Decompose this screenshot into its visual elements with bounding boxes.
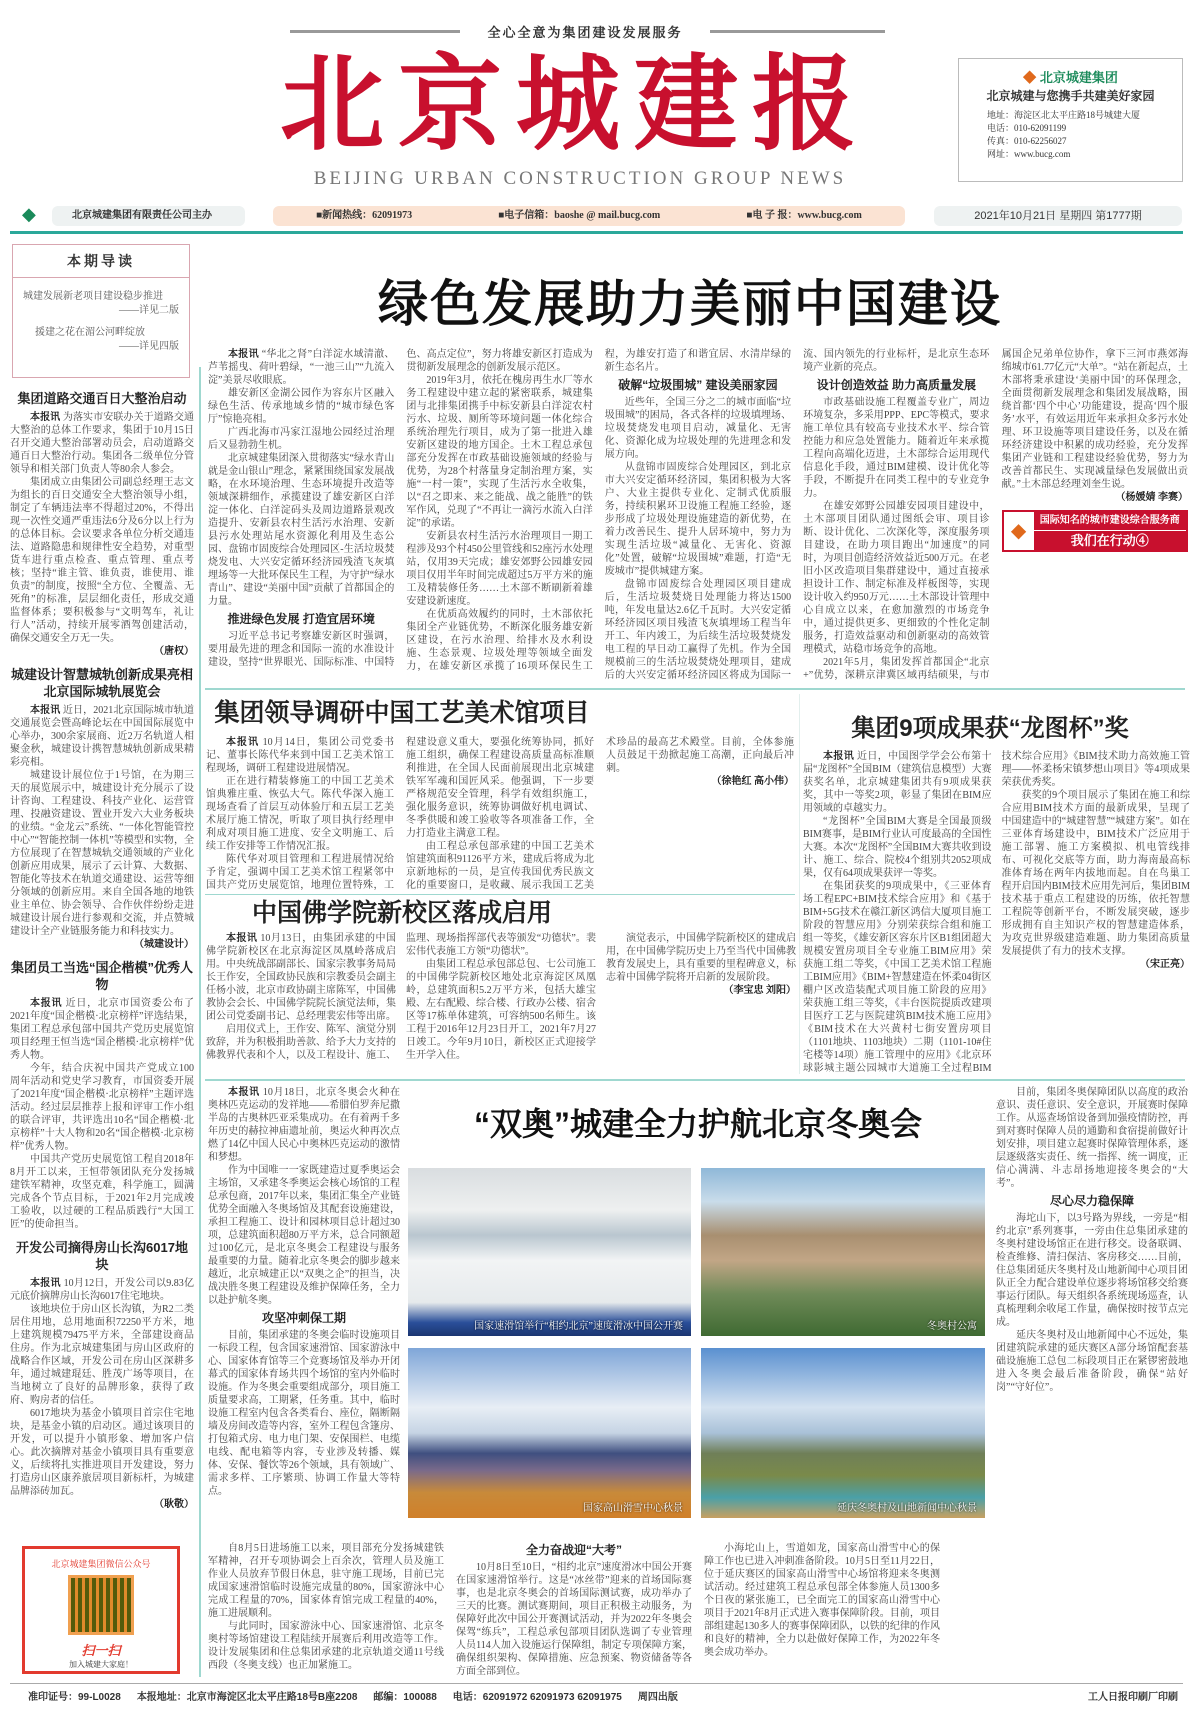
lead-story-body: 本报讯 “华北之肾”白洋淀水域清澈、芦苇摇曳、荷叶碧绿，“一池三山”“九流入淀”美景尽收眼底。 雄安新区金湖公园作为容东片区融入绿色生活、传承地域乡情的“城市绿色客厅”惊艳亮相。 广西北海市冯家江湿地公园经过治理后又显勃勃生机。 北京城建集团深入贯彻落实“绿水青山就是金山银山”理念，紧紧围绕国家发展战略，在水环境治理、生态环境提升改造等领域深耕细作，承揽建设了雄安新区白洋淀一体化、白洋淀码头及周边道路景观改造提升、安新县农村生活污水治理、安新县污水处理站尾水资源化利用及生态公园、盘锦市固废综合处理园区-生活垃圾焚烧发电、大兴安定循环经济园残渣飞灰填埋场等一大批环保民生工程，为守护“绿水青山”、建设“美丽中国”贡献了首都国企的力量。 推进绿色发展 打造宜居环境 习近平总书记考察雄安新区时强调，要用最先进的理念和国际一流的水准设计建设，坚持“世界眼光、国际标准、中国特色、高点定位”，努力将雄安新区打造成为贯彻新发展理念的创新发展示范区。 2019年3月，依托在槐房再生水厂等水务工程建设中建立起的紧密联系，城建集团与北排集团携手中标安新县白洋淀农村污水、垃圾、厕所等环境问题一体化综合系统治理先行项目，成为了第一批进入雄安新区建设的地方国企。土木工程总承包部充分发挥在市政基础设施领域的经验与优势，为28个村落量身定制治理方案，实施“一村一策”，实现了生活污水全收集，以“召之即来、来之能战、战之能胜”的铁军作风，兑现了“不再让一滴污水流入白洋淀”的承诺。 安新县农村生活污水治理项目一期工程涉及93个村450公里管线和52座污水处理站，仅用39天完成；雄安郊野公园雄安园项目仅用半年时间完成超过5万平方米的施工及精装修任务……土木部不断刷新着雄安建设新速度。 在优质高效履约的同时，土木部依托集团全产业链优势，不断深化服务雄安新区建设，在污水治理、给排水及水利设施、生态景观、垃圾处理等领域全面发力，在雄安新区承揽了16项环保民生工程，为雄安打造了和谐宜居、水清岸绿的新生态名片。 破解“垃圾围城” 建设美丽家园 近些年，全国三分之二的城市面临“垃圾围城”的困局，各式各样的垃圾填埋场、垃圾焚烧发电项目启动，减量化、无害化、资源化成为垃圾处理的先进理念和发展方向。 从盘锦市固废综合处理园区，到北京市大兴安定循环经济园，集团积极为大客户、大业主提供专业化、定制式优质服务，持续积累环卫设施工程施工经验，逐步形成了垃圾处理设施建造的新优势，在着力改善民生、提升人居环境中，努力为实现生活垃圾“减量化、无害化、资源化”处置，破解“垃圾围城”难题，打造“无废城市”提供城建方案。 盘锦市固废综合处理园区项目建成后，生活垃圾焚烧日处理能力将达1500吨，年发电量达2.6亿千瓦时。大兴安定循环经济园区项目残渣飞灰填埋场工程当年开工、年内竣工，为后续生活垃圾焚烧发电工程的早日动工赢得了先机。作为全国规模前三的生活垃圾焚烧处理项目，建成后的大兴安定循环经济园区将成为国际一流、国内领先的行业标杆，是北京生态环境产业新的亮点。 设计创造效益 助力高质量发展 市政基础设施工程覆盖专业广，周边环境复杂，多采用PPP、EPC等模式，要求施工单位具有较高专业技术水平、综合管控能力和应急处置能力。随着近年来承揽工程向高端化迈进，土木部综合运用现代信息化手段，通过BIM建模、设计优化等手段，不断提升在同类工程中的专业竞争力。 在雄安郊野公园雄安园项目建设中，土木部项目团队通过图纸会审、项目诊断、设计优化、二次深化等，深度服务项目建设，在助力项目跑出“加速度”的同时，为项目创造经济效益近500万元。在老旧小区改造项目集群建设中，通过直接承担设计工作、制定标准及样板图等，实现设计收入约950万元……土木部设计管理中心自成立以来，在愈加激烈的市场竞争中，通过提供更多、更细致的个性化定制服务，打造效益驱动和创新驱动的高效管理模式，站稳市场竞争的高地。 2021年5月，集团发挥首都国企“北京+”优势，深耕京津冀区域再结硕果，与市属国企兄弟单位协作，拿下三河市燕郊海绵城市61.77亿元“大单”。“站在新起点，土木部将秉承建设‘美丽中国’的环保理念，全面贯彻新发展理念和集团发展战略，围绕首都‘四个中心’功能建设，提高‘四个服务’水平，有效运用近年来承担众多污水处理、环卫设施等项目建设任务，以及在循环经济建设中积累的成功经验，充分发挥集团产业链和工程建设经验优势，努力为改善首都民生、实现减量绿色发展做出贡献。”土木部总经理刘奎生说。 （杨媛婧 李赛） ◆ 国际知名的城市建设综合服务商 我们在行动④ [208,349,1188,681]
olympics-right-column: 目前，集团冬奥保障团队以高度的政治意识、责任意识、安全意识，开展赛时保障工作。从巡查场馆设备到加强疫情防控，再到对赛时保障人员的通勤和食宿提前做好计划安排，项目建立起赛时保障管理体系，逐层逐级落实责任、统一指挥、统一调度，正信心满满、斗志昂扬地迎接冬奥会的“大考”。 尽心尽力稳保障 海坨山下，以3号路为界线，一旁是“相约北京”系列赛事，一旁由住总集团承建的冬奥村建设场馆正在进行移交。设备联调、检查维修、清扫保洁、客房移交……目前，住总集团延庆冬奥村及山地新闻中心项目团队正全力配合建设单位逐步将场馆移交给赛事运行团队。每天组织各系统现场巡查，认真梳理剩余收尾工作量，确保按时按节点完成。 延庆冬奥村及山地新闻中心不远处，集团建筑院承建的延庆赛区A部分场馆配套基础设施施工总包二标段项目正在紧锣密鼓地进入冬奥会最后准备阶段，确保“站好岗”“守好位”。 [996,1087,1188,1393]
footer [28,1688,1178,1703]
guide-item[interactable]: 援建之花在湄公河畔绽放 [35,327,145,338]
article-headline: 开发公司摘得房山长沟6017地块 [16,1240,188,1272]
qr-code-icon [68,1575,134,1635]
craft-body: 本报讯 10月14日，集团公司党委书记、董事长陈代华来到中国工艺美术馆工程现场，调研工程建设进展情况。 正在进行精装修施工的中国工艺美术馆典雅庄重、恢弘大气。陈代华深入施工现场查看了首层互动体验厅和五层工艺美术展厅施工情况，听取了项目执行经理申利成对项目施工进度、安全文明施工、后续工作安排等工作情况汇报。 陈代华对项目管理和工程进展情况给予肯定，强调中国工艺美术馆工程紧邻中国共产党历史展览馆，地理位置特殊，工程建设意义重大，要强化统筹协同，抓好施工组织，确保工程建设高质量高标准顺利推进，在全国人民面前展现出北京城建铁军军魂和国匠风采。他强调，下一步要严格规范安全管理，科学有效组织施工，强化服务意识，统筹协调做好机电调试、冬季供暖和竣工验收等各项准备工作，全力打造业主满意工程。 由工程总承包部承建的中国工艺美术馆建筑面积91126平方米，建成后将成为北京新地标的一员，是宣传我国优秀民族文化的重要窗口，是收藏、展示我国工艺美术珍品的最高艺术殿堂。目前，全体参施人员鼓足干劲掀起施工高潮，正向最后冲刺。 （徐艳红 高小伟） [206,737,794,891]
olympics-headline: “双奥”城建全力护航北京冬奥会 [473,1106,922,1142]
ad-website[interactable]: 网址：www.bucg.com [987,149,1071,159]
ad-fax: 传真：010-62256027 [987,136,1067,146]
masthead-slogan: 全心全意为集团建设发展服务 [487,25,683,40]
article-headline: 集团道路交通百日大整治启动 [17,391,187,406]
infobar-logo-icon: ◆ [22,204,36,224]
olympics-bottom-columns: 自8月5日进场施工以来，项目部充分发扬城建铁军精神，召开专项协调会上百余次，管理人员及施工作业人员放弃节假日休息，驻守施工现场，目前已完成国家速滑馆临时设施完成量的80%，国家游泳中心完成工程量的70%，国家体育馆完成工程量的40%，施工进展顺利。 与此同时，国家游泳中心、国家速滑馆、北京冬奥村等场馆建设工程陆续开展赛后利用改造等工作。设计发展集团和住总集团承建的北京轨道交通11号线西段（冬奥支线）也正加紧施工。 全力奋战迎“大考” 10月8日至10日，“相约北京”速度滑冰中国公开赛在国家速滑馆举行。这是“冰丝带”迎来的首场国际赛事，也是北京冬奥会的首场国际测试赛，成功举办了三天的比赛。测试赛期间，项目正积极主动服务，为保障好此次中国公开赛测试活动，并为2022年冬奥会保驾“练兵”，工程总承包部项目团队选调了专业管理人员114人加入设施运行保障组，制定专项保障方案，确保组织架构、保障措施、应急预案、物资储备等各方面全部到位。 小海坨山上，雪道如龙，国家高山滑雪中心的保障工作也已进入冲刺准备阶段。10月5日至11月22日，位于延庆赛区的国家高山滑雪中心场馆将迎来冬奥测试活动。经过建筑工程总承包部全体参施人员1300多个日夜的紧张施工，已全面完工的国家高山滑雪中心项目于2021年8月正式进入赛事保障阶段。目前，项目部组建起130多人的赛事保障团队，以铁的纪律的作风和良好的精神，全力以赴做好保障工作，为2022年冬奥会成功举办。 [208,1543,940,1677]
photo-caption: 延庆冬奥村及山地新闻中心秋景 [837,1503,977,1514]
banner-logo-icon: ◆ [1010,520,1027,542]
photo-caption: 冬奥村公寓 [927,1321,977,1332]
guide-title: 本期导读 [13,245,189,278]
qr-title: 北京城建集团微信公众号 [51,1559,151,1569]
guide-box [12,244,190,378]
footer-rule [10,1683,1183,1684]
bim-body: 本报讯 近日，中国图学学会公布第十届“龙图杯”全国BIM（建筑信息模型）大赛获奖名单，北京城建集团共有9项成果获奖，其中一等奖2项，彰显了集团在BIM应用领域的卓越实力。 “龙图杯”全国BIM大赛是全国最顶级BIM赛事，是BIM行业认可度最高的全国性大赛。本次“龙图杯”全国BIM大赛共收到设计、施工、综合、院校4个组别共2052项成果，仅有64项成果获评一等奖。 在集团获奖的9项成果中，《三亚体育场工程EPC+BIM技术综合应用》和《基于BIM+5G技术在赣江新区鸿信大厦项目施工阶段的智慧应用》分别荣获综合组和施工组一等奖，《雄安新区容东片区B1组团超大规模安置房项目全专业施工BIM应用》荣获施工组二等奖，《中国工艺美术馆工程施工BIM应用》《BIM+智慧建造在怀柔04街区棚户区改造装配式项目施工阶段的应用》荣获施工组三等奖，《丰台医院提质改建项目医疗工艺与医院建筑BIM技术施工应用》《BIM技术在大兴黄村七街安置房项目（1101地块、1103地块）二期（1101-10#住宅楼等14项）施工管理中的应用》《北京环球影城主题公园城市大道施工全过程BIM技术综合应用》《BIM技术助力高效施工管理——怀柔杨宋镇梦想山项目》等4项成果荣获优秀奖。 获奖的9个项目展示了集团在施工和综合应用BIM技术方面的最新成果，呈现了中国建造中的“城建智慧”“城建方案”。如在三亚体育场建设中，BIM技术广泛应用于施工部署、施工方案模拟、机电管线排布、可视化交底等方面，助力海南最高标准体育场在两年内拔地而起。自在鸟巢工程开启国内BIM技术应用先河后，集团BIM技术基于重点工程建设的历练，依托智慧工程院等创新平台，不断发展突破，逐步形成拥有自主知识产权的智慧建造体系，为攻克世界级建造难题、助力集团高质量发展提供了有力的技术支撑。 （宋正亮） [803,751,1190,1074]
article-land-parcel: 开发公司摘得房山长沟6017地块 本报讯 10月12日，开发公司以9.83亿元底价摘牌房山长沟6017住宅地块。 该地块位于房山区长沟镇，为R2二类居住用地，总用地面积72250平方米，地上建筑规模79475平方米，全部建设商品住房。作为北京城建集团与房山区政府的战略合作区域，开发公司在房山区深耕多年，通过城建琨廷、胜茂广场等项目，在当地树立了良好的品牌形象，获得了政府、购房者的信任。 6017地块为基金小镇项目首宗住宅地块，是基金小镇的启动区。通过该项目的开发，可以提升小镇形象、增加客户信心。此次摘牌对基金小镇项目具有重要意义，后续将扎实推进项目开发建设，努力打造房山区康养旅居项目新标杆，为城建品牌添砖加瓦。 （耿敬） [10,1240,195,1510]
ad-tagline: 北京城建与您携手共建美好家园 [986,89,1155,103]
footer-schedule: 周四出版 [637,1692,678,1703]
subheading: 攻坚冲刺保工期 [261,1311,346,1325]
column-divider [199,367,201,1677]
slogan-rule-right [710,30,885,33]
subheading: 推进绿色发展 打造宜居环境 [227,612,375,626]
newspaper-title: 北京城建报 [279,48,870,163]
qr-join-label: 加入城建大家庭！ [69,1660,133,1669]
article-traffic: 集团道路交通百日大整治启动 本报讯 为落实市安联办关于道路交通大整治的总体工作要求，集团于10月15日召开交通大整治部署动员会，启动道路交通百日大整治行动。集团各二级单位分管领导和相关部门负责人等80余人参会。 集团成立由集团公司副总经理王志文为组长的百日交通安全大整治领导小组，制定了车辆违法率不得超过20%，不得出现一次性交通严重违法6分及6分以上行为的总体目标。会议要求各单位分析交通违法、道路隐患和规律性安全趋势，对重型货车进行重点检查、重点管理、重点考核；坚持“谁主管、谁负责，谁使用、谁负责”的制度，按照“全方位、全覆盖、无死角”的标准，层层细化责任，形成交通监督体系；要积极参与“文明驾车，礼让行人”活动，持续开展零酒驾创建活动，确保交通安全万无一失。 （唐权） [10,391,194,657]
logo-icon: ◆ [1023,70,1037,85]
banner-line2: 我们在行动④ [1070,533,1149,548]
newspaper-english-title: BEIJING URBAN CONSTRUCTION GROUP NEWS [313,168,847,189]
article-headline: 城建设计智慧城轨创新成果亮相北京国际城轨展览会 [10,667,193,699]
left-articles [10,390,194,1540]
infobar-contacts [273,206,905,226]
ad-address: 地址：海淀区北太平庄路18号城建大厦 [987,110,1141,120]
footer-address: 本报地址：北京市海淀区北太平庄路18号B座2208 [136,1692,358,1703]
footer-license: 准印证号：99-L0028 [28,1692,121,1703]
subheading: 设计创造效益 助力高质量发展 [816,378,977,392]
photo-speed-skating [408,1168,691,1336]
subheading: 全力奋战迎“大考” [525,1543,622,1557]
footer-phone: 电话：62091972 62091973 62091975 [452,1692,622,1703]
banner-line1: 国际知名的城市建设综合服务商 [1034,512,1186,531]
article-rail-expo: 城建设计智慧城轨创新成果亮相北京国际城轨展览会 本报讯 近日，2021北京国际城市轨道交通展览会暨高峰论坛在中国国际展览中心举办，300余家展商、近2万名轨道人相聚金秋，城建设计携智慧城轨创新成果精彩亮相。 城建设计展位位于1号馆，在为期三天的展览展示中，城建设计充分展示了设计咨询、工程建设、科技产业化、运营管理、投融资建设、置业开发六大业务板块的业绩。“金龙云”系统、“一体化智能管控中心”“智能控制一体机”等模型和实物，全方位展现了在智慧城轨交通领域的产业化创新应用成果，展示了云计算、大数据、智能化等技术在轨道交通建设、运营等细分领域的创新应用。来自全国各地的地铁业主单位、协会领导、合作伙伴纷纷走进城建设计展台进行参观和交流，并点赞城建设计全产业链服务能力和科技实力。 （城建设计） [10,667,195,950]
photo-olympic-village [701,1168,985,1336]
article-headline: 集团员工当选“国企楷模”优秀人物 [10,960,193,992]
epaper-link[interactable]: ■电 子 报：www.bucg.com [746,210,862,221]
qr-box[interactable] [22,1546,180,1674]
photo-yanqing-village [701,1348,985,1518]
craft-headline: 集团领导调研中国工艺美术馆项目 [214,699,590,727]
qr-scan-label: 扫一扫 [81,1643,121,1658]
olympics-left-column: 本报讯 10月18日，北京冬奥会火种在奥林匹克运动的发祥地——希腊伯罗奔尼撒半岛的古奥林匹亚采集成功。在有着两千多年历史的赫拉神庙遗址前，奥运火种再次点燃了14亿中国人民心中奥林匹克运动的激情和梦想。 作为中国唯一一家既建造过夏季奥运会主场馆，又承建冬季奥运会核心场馆的工程总承包商，2017年以来，集团汇集全产业链优势全面融入冬奥场馆及其配套设施建设，承担工程施工、设计和园林项目总计超过30项，总建筑面积超80万平方米，总合同额超过100亿元，是北京冬奥会工程建设与服务最重要的力量。随着北京冬奥会的脚步越来越近，北京城建正以“双奥之企”的担当，决战决胜冬奥工程建设及维护保障任务，全力以赴护航冬奥。 攻坚冲刺保工期 目前，集团承建的冬奥会临时设施项目一标段工程，包含国家速滑馆、国家游泳中心、国家体育馆等三个竞赛场馆及举办开闭幕式的国家体育场共四个场馆的室内外临时设施。作为冬奥会重要组成部分，项目施工质量要求高，工期紧，任务重。其中，临时设施工程室内包含各类看台、座位，隔断隔墙及房间改造等内容，室外工程包含篷房、打包箱式房、电力电门架、安保围栏、电缆电线、配电箱等内容，专业涉及转播、媒体、安保、餐饮等26个领域，具有领域广、需求多样、工序繁琐、协调工作量大等特点。 [208,1087,400,1497]
footer-printer: 工人日报印刷厂印刷 [1088,1692,1178,1703]
email-address[interactable]: ■电子信箱：baoshe @ mail.bucg.com [498,210,661,221]
section-divider [205,688,1185,690]
photo-caption: 国家高山滑雪中心秋景 [583,1503,683,1514]
subheading: 破解“垃圾围城” 建设美丽家园 [618,378,778,392]
craft-section-rule [205,894,795,895]
buddhist-headline: 中国佛学院新校区落成启用 [251,899,552,927]
guide-ref: ——详见四版 [119,341,179,352]
bim-headline: 集团9项成果获“龙图杯”奖 [851,715,1129,742]
guide-item[interactable]: 城建发展新老项目建设稳步推进 [23,291,163,302]
campaign-banner [1002,510,1188,552]
section-divider [205,1079,1185,1081]
buddhist-body: 本报讯 10月13日，由集团承建的中国佛学院新校区在北京海淀区凤凰岭落成启用。中央统战部副部长、国家宗教事务局局长王作安，全国政协民族和宗教委员会副主任杨小波，北京市政协副主席陈军，中国佛教协会会长、中国佛学院院长演觉法师，集团公司党委副书记、总经理裴宏伟等出席。 启用仪式上，王作安、陈军、演觉分别致辞，并为积极捐助善款、给予大力支持的佛教界代表和个人，以及工程设计、施工、监理、现场指挥部代表等颁发“功德状”。裴宏伟代表施工方领“功德状”。 由集团工程总承包部总包、七公司施工的中国佛学院新校区地处北京海淀区凤凰岭，总建筑面积5.2万平方米，包括大雄宝殿、左右配殿、综合楼、行政办公楼、宿舍区等17栋单体建筑，可容纳500名师生。该工程于2016年12月23日开工，2021年7月27日竣工。今年9月10日，新校区正式迎接学生开学入住。 演觉表示，中国佛学院新校区的建成启用，在中国佛学院历史上乃至当代中国佛教教育发展史上，具有重要的里程碑意义，标志着中国佛学院将开启新的发展阶段。 （李宝忠 刘阳） [206,933,796,1061]
issue-date: 2021年10月21日 星期四 第1777期 [934,206,1182,226]
header-rule [10,231,1183,234]
bim-column-rule [799,694,800,1074]
guide-ref: ——详见二版 [119,305,179,316]
ad-phone: 电话：010-62091199 [987,123,1067,133]
infobar-sponsor: 北京城建集团有限责任公司主办 [52,206,245,226]
photo-caption: 国家速滑馆举行“相约北京”速度滑冰中国公开赛 [474,1321,683,1332]
slogan-rule-left [290,30,460,33]
photo-alpine-skiing [408,1348,691,1518]
ad-box [958,58,1183,182]
lead-headline: 绿色发展助力美丽中国建设 [378,276,1002,332]
subheading: 尽心尽力稳保障 [1049,1194,1134,1208]
news-hotline: ■新闻热线：62091973 [316,210,413,221]
article-model-worker: 集团员工当选“国企楷模”优秀人物 本报讯 近日，北京市国资委公布了2021年度“国企楷模·北京榜样”评选结果，集团工程总承包部中国共产党历史展览馆项目经理王恒当选“国企楷模·北京榜样”优秀人物。 今年，结合庆祝中国共产党成立100周年活动和党史学习教育，市国资委开展了2021年度“国企楷模·北京榜样”主题评选活动。经过层层推荐上报和评审工作小组的联合评审，共评选出10名“国企楷模·北京榜样”十大人物和20名“国企楷模·北京榜样”优秀人物。 中国共产党历史展览馆工程自2018年8月开工以来，王恒带领团队充分发扬城建铁军精神，攻坚克难，科学施工，圆满完成各个节点目标，于2021年2月完成竣工验收，以过硬的工程品质践行“大国工匠”的使命担当。 [10,960,195,1230]
footer-zip: 邮编：100088 [373,1692,437,1703]
brand-logo: ◆ 北京城建集团 [1023,70,1118,85]
